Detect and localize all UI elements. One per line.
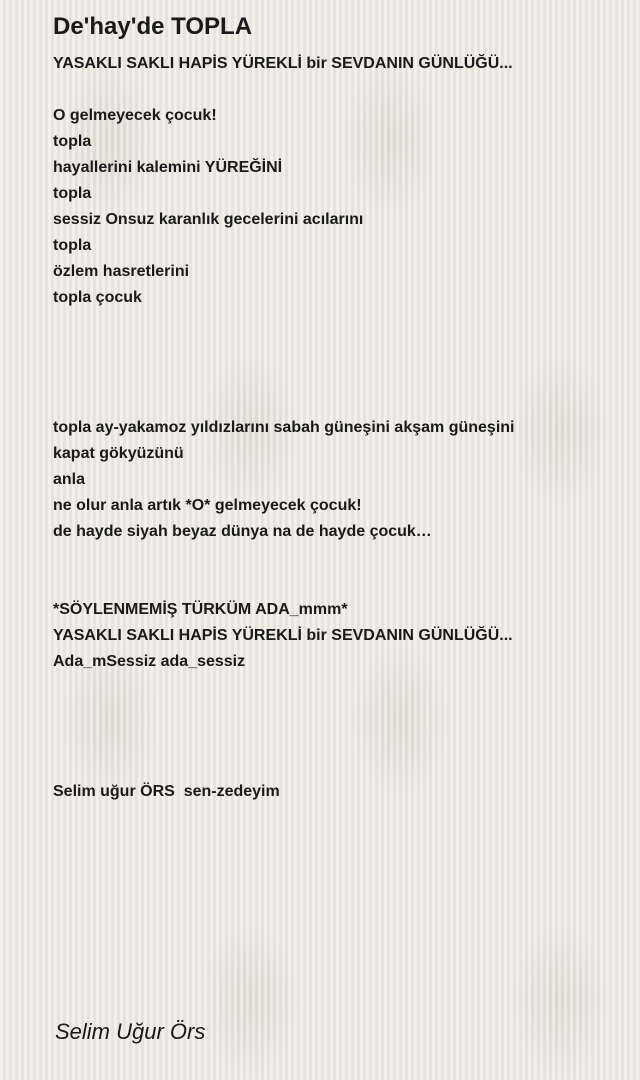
poem-line: topla çocuk [53,289,142,306]
poem-body [53,51,613,805]
poem-blank-line [53,311,613,337]
poem-line: YASAKLI SAKLI HAPİS YÜREKLİ bir SEVDANIN GÜNLÜĞÜ... [53,55,513,72]
poem-line: kapat gökyüzünü [53,445,184,462]
poem-blank-line [53,363,613,389]
poem-line: anla [53,471,86,488]
poem-line: Ada_mSessiz ada_sessiz [53,653,246,670]
poem-line: O gelmeyecek çocuk! [53,107,217,124]
poem-line: de hayde siyah beyaz dünya na de hayde çocuk… [53,523,432,540]
poem-line: Selim uğur ÖRS sen-zedeyim [53,783,280,800]
poem-blank-line [53,389,613,415]
poem-blank-line [53,571,613,597]
poem-line: topla ay-yakamoz yıldızlarını sabah güneşini akşam güneşini [53,419,515,436]
poem-line: YASAKLI SAKLI HAPİS YÜREKLİ bir SEVDANIN GÜNLÜĞÜ... [53,627,513,644]
poem-blank-line [53,337,613,363]
poem-blank-line [53,675,613,701]
poem-blank-line [53,545,613,571]
poem-title: De'hay'de TOPLA [53,13,253,40]
author-signature: Selim Uğur Örs [55,1019,206,1044]
poem-line: topla [53,185,92,202]
poem-blank-line [53,727,613,753]
poem-line: sessiz Onsuz karanlık gecelerini acılarını [53,211,364,228]
poem-blank-line [53,701,613,727]
poem-line: hayallerini kalemini YÜREĞİNİ [53,159,283,176]
poem-line: ne olur anla artık *O* gelmeyecek çocuk! [53,497,362,514]
poem-line: topla [53,237,92,254]
poem-blank-line [53,753,613,779]
poem-line: *SÖYLENMEMİŞ TÜRKÜM ADA_mmm* [53,601,348,618]
poem-line: topla [53,133,92,150]
poem-blank-line [53,77,613,103]
poem-line: özlem hasretlerini [53,263,190,280]
